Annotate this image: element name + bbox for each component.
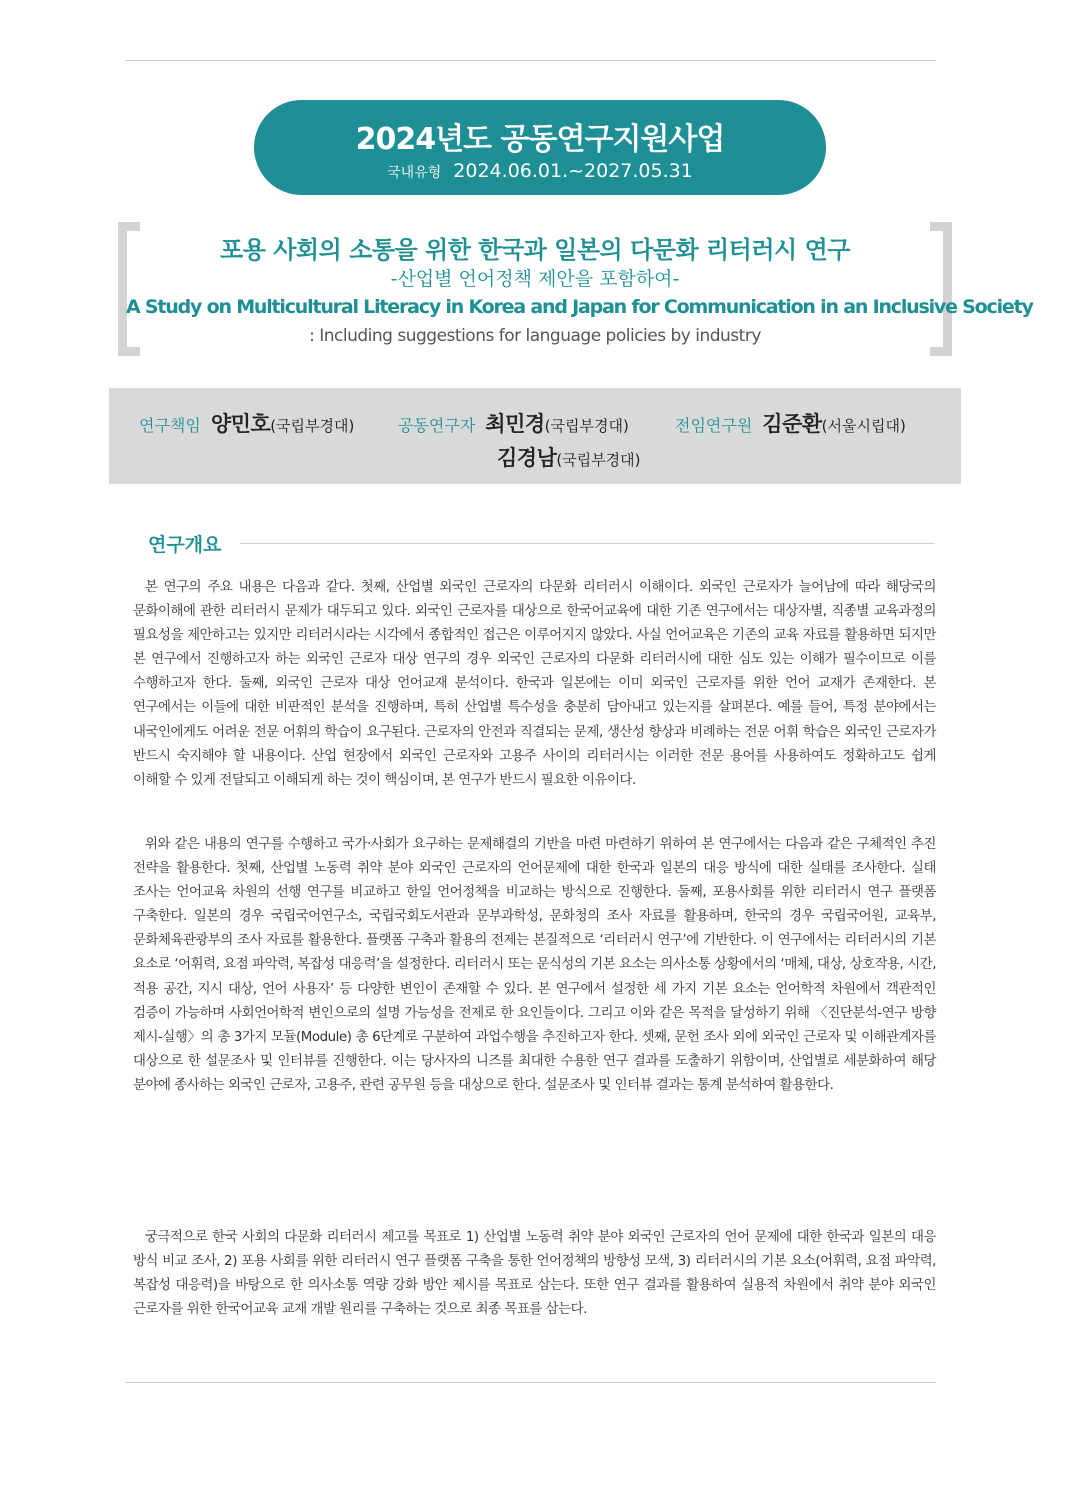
co-name-1: 최민경 (485, 412, 545, 436)
project-subtitle-en: : Including suggestions for language policies by industry (309, 326, 761, 346)
section-divider (240, 543, 935, 544)
fulltime-name: 김준환 (762, 412, 822, 436)
pi-name: 양민호 (210, 412, 271, 436)
overview-paragraph-3 (133, 1226, 936, 1322)
top-divider (126, 60, 936, 61)
overview-paragraph-1 (133, 576, 936, 793)
paragraph-text: 본 연구의 주요 내용은 다음과 같다. 첫째, 산업별 외국인 근로자의 다문화 리터러시 이해이다. 외국인 근로자가 늘어남에 따라 해당국의 문화이해에 관한 리터러시 문제가 대두되고 있다. 외국인 근로자를 대상으로 한국어교육에 대한 기존 연구에서는 대상자별, 직종별 교육과정의 필요성을 제안하고는 있지만 리터러시라는 시각에서 종합적인 접근은 이루어지지 않았다. 사실 언어교육은 기존의 교육 자료를 활용하면 되지만 본 연구에서 진행하고자 하는 외국인 근로자 대상 연구의 경우 외국인 근로자의 다문화 리터러시에 대한 심도 있는 이해가 필수이므로 이를 수행하고자 한다. 둘째, 외국인 근로자 대상 언어교재 분석이다. 한국과 일본에는 이미 외국인 근로자를 위한 언어 교재가 존재한다. 본 연구에서는 이들에 대한 비판적인 분석을 진행하며, 특히 산업별 특수성을 충분히 담아내고 있는지를 살펴본다. 예를 들어, 특정 분야에서는 내국인에게도 어려운 전문 어휘의 학습이 요구된다. 근로자의 안전과 직결되는 문제, 생산성 향상과 비례하는 전문 어휘 학습은 외국인 근로자가 반드시 숙지해야 할 내용이다. 산업 현장에서 외국인 근로자와 고용주 사이의 리터러시는 이러한 전문 용어를 사용하여도 정확하고도 쉽게 이해할 수 있게 전달되고 이해되게 하는 것이 핵심이며, 본 연구가 반드시 필요한 이유이다. (133, 580, 936, 788)
co-researcher-2 (497, 442, 641, 472)
section-heading: 연구개요 (148, 534, 222, 556)
program-meta (254, 160, 826, 182)
project-title-ko: 포용 사회의 소통을 위한 한국과 일본의 다문화 리터러시 연구 (220, 236, 850, 264)
co-affiliation-2: (국립부경대) (556, 451, 641, 469)
co-researcher-1 (398, 408, 629, 438)
fulltime-role: 전임연구원 (675, 416, 753, 435)
pi-affiliation: (국립부경대) (270, 417, 355, 435)
researcher-panel (109, 388, 961, 484)
program-banner (254, 100, 826, 195)
program-title: 2024년도 공동연구지원사업 (355, 122, 725, 157)
overview-paragraph-2 (133, 833, 936, 1098)
principal-investigator (139, 408, 354, 438)
co-role: 공동연구자 (398, 416, 476, 435)
bottom-divider (126, 1382, 936, 1383)
project-title-en: A Study on Multicultural Literacy in Korea and Japan for Communication in an Inclusive Society (126, 296, 1033, 318)
fulltime-researcher (675, 408, 906, 438)
pi-role: 연구책임 (139, 416, 201, 435)
co-affiliation-1: (국립부경대) (544, 417, 629, 435)
paragraph-text: 궁극적으로 한국 사회의 다문화 리터러시 제고를 목표로 1) 산업별 노동력 취약 분야 외국인 근로자의 언어 문제에 대한 한국과 일본의 대응 방식 비교 조사, 2) 포용 사회를 위한 리터러시 연구 플랫폼 구축을 통한 언어정책의 방향성 모색, 3) 리터러시의 기본 요소(어휘력, 요점 파악력, 복잡성 대응력)을 바탕으로 한 의사소통 역량 강화 방안 제시를 목표로 삼는다. 또한 연구 결과를 활용하여 실용적 차원에서 취약 분야 외국인 근로자를 위한 한국어교육 교재 개발 원리를 구축하는 것으로 최종 목표를 삼는다. (133, 1230, 936, 1318)
program-period: 2024.06.01.~2027.05.31 (453, 160, 693, 182)
program-type: 국내유형 (387, 165, 442, 181)
project-subtitle-ko: -산업별 언어정책 제안을 포함하여- (390, 268, 680, 290)
paragraph-text: 위와 같은 내용의 연구를 수행하고 국가·사회가 요구하는 문제해결의 기반을 마련 마련하기 위하여 본 연구에서는 다음과 같은 구체적인 추진 전략을 활용한다. 첫째, 산업별 노동력 취약 분야 외국인 근로자의 언어문제에 대한 한국과 일본의 대응 방식에 대한 실태를 조사한다. 실태 조사는 언어교육 차원의 선행 연구를 비교하고 한일 언어정책을 비교하는 방식으로 진행한다. 둘째, 포용사회를 위한 리터러시 연구 플랫폼 구축한다. 일본의 경우 국립국어연구소, 국립국회도서관과 문부과학성, 문화청의 조사 자료를 활용하며, 한국의 경우 국립국어원, 교육부, 문화체육관광부의 조사 자료를 활용한다. 플랫폼 구축과 활용의 전제는 본질적으로 ‘리터러시 연구’에 기반한다. 이 연구에서는 리터러시의 기본 요소로 ‘어휘력, 요점 파악력, 복잡성 대응력’을 설정한다. 리터러시 또는 문식성의 기본 요소는 의사소통 상황에서의 ‘매체, 대상, 상호작용, 시간, 적용 공간, 지시 대상, 언어 사용자’ 등 다양한 변인이 존재할 수 있다. 본 연구에서 설정한 세 가지 기본 요소는 언어학적 차원에서 객관적인 검증이 가능하며 사회언어학적 변인으로의 설명 가능성을 전제로 한 요인들이다. 그리고 이와 같은 목적을 달성하기 위해 〈진단분석-연구 방향 제시-실행〉의 총 3가지 모듈(Module) 총 6단계로 구분하여 과업수행을 추진하고자 한다. 셋째, 문헌 조사 외에 외국인 근로자 및 이해관계자를 대상으로 한 설문조사 및 인터뷰를 진행한다. 이는 당사자의 니즈를 최대한 수용한 연구 결과를 도출하기 위함이며, 산업별로 세분화하여 해당 분야에 종사하는 외국인 근로자, 고용주, 관련 공무원 등을 대상으로 한다. 설문조사 및 인터뷰 결과는 통계 분석하여 활용한다. (133, 837, 936, 1093)
fulltime-affiliation: (서울시립대) (821, 417, 906, 435)
co-name-2: 김경남 (497, 446, 557, 470)
